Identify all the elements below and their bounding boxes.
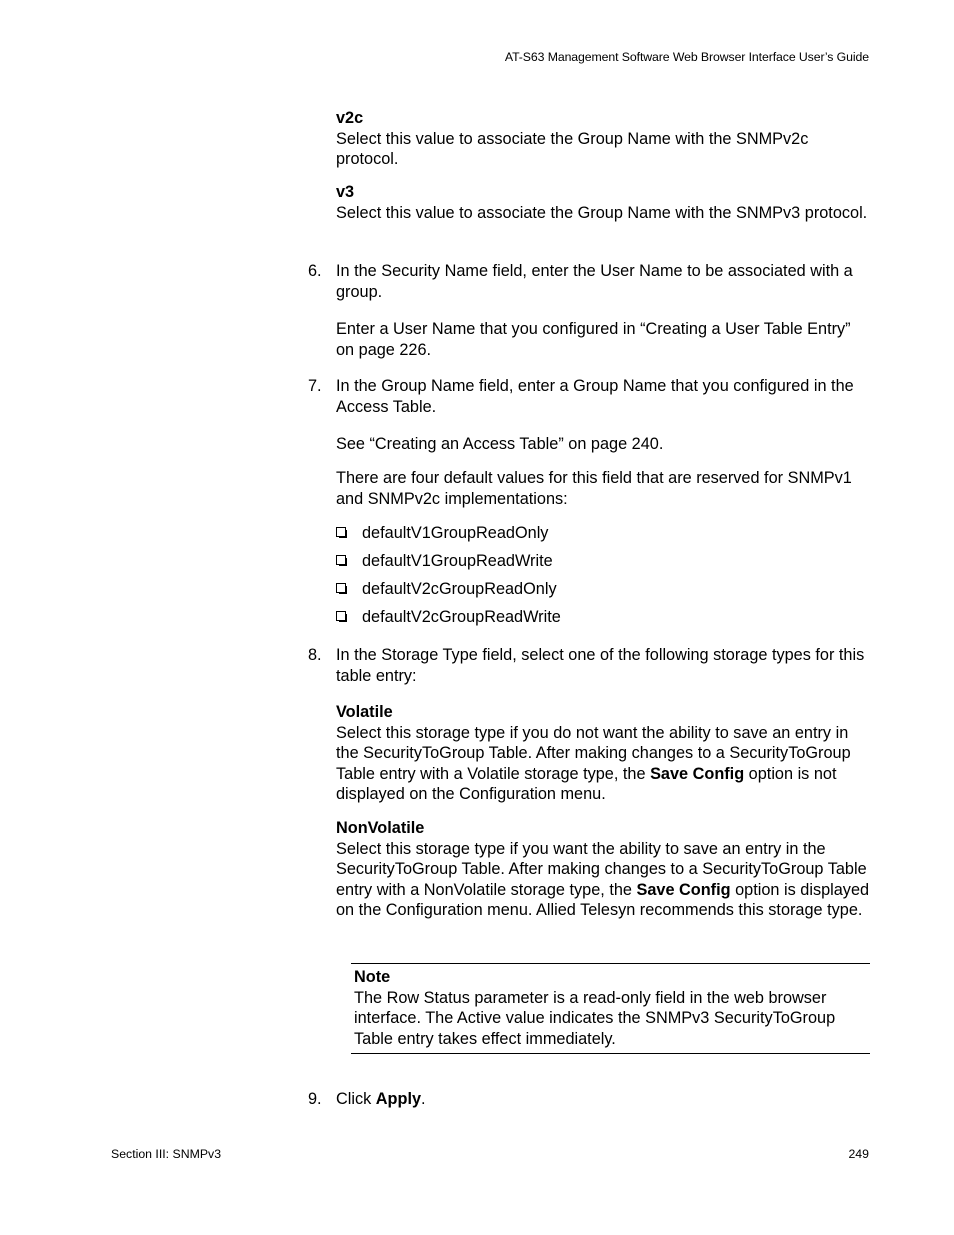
list-item [336,607,561,628]
step-6-number: 6. [308,262,322,280]
v2c-description: Select this value to associate the Group Name with the SNMPv2c protocol. [336,129,809,168]
step-8-number: 8. [308,646,322,664]
step-9-number: 9. [308,1090,322,1108]
nonvolatile-text: Select this storage type if you want the ability to save an entry in the SecurityToGroup Table. After making changes to a SecurityToGroup Table entry with a NonVolatile storage type, the [336,839,867,899]
checkbox-bullet-icon [336,583,346,593]
v2c-option [336,108,871,170]
list-item-label: defaultV2cGroupReadOnly [362,580,557,598]
nonvolatile-option [336,818,871,921]
apply-bold: Apply [375,1090,422,1108]
volatile-text-end: option is not displayed on the Configuration menu. [336,764,837,803]
checkbox-bullet-icon [336,527,346,537]
nonvolatile-text-end: option is displayed on the Configuration menu. Allied Telesyn recommends this storage type. [336,880,870,919]
note-box [351,963,870,1054]
volatile-option [336,702,871,805]
note-title: Note [354,968,391,986]
save-config-bold: Save Config [650,764,745,783]
volatile-term: Volatile [336,703,393,721]
list-item-label: defaultV2cGroupReadWrite [362,608,561,626]
step-7-paragraph: There are four default values for this field that are reserved for SNMPv1 and SNMPv2c implementations: [336,469,852,508]
step-9-text [336,1089,871,1110]
v3-description: Select this value to associate the Group Name with the SNMPv3 protocol. [336,203,868,222]
step-6-paragraph: Enter a User Name that you configured in “Creating a User Table Entry” on page 226. [336,320,851,359]
checkbox-bullet-icon [336,611,346,621]
v3-option [336,182,871,223]
step-6-text: In the Security Name field, enter the User Name to be associated with a group. [336,262,853,301]
list-item [336,523,548,544]
list-item [336,551,553,572]
checkbox-bullet-icon [336,555,346,565]
list-item-label: defaultV1GroupReadWrite [362,552,553,570]
v2c-term: v2c [336,109,364,127]
list-item [336,579,557,600]
footer-section: Section III: SNMPv3 [111,1147,222,1161]
running-header: AT-S63 Management Software Web Browser Interface User’s Guide [504,50,869,64]
step-8-text: In the Storage Type field, select one of the following storage types for this table entry: [336,646,865,685]
step-7-number: 7. [308,377,322,395]
list-item-label: defaultV1GroupReadOnly [362,524,549,542]
volatile-text: Select this storage type if you do not want the ability to save an entry in the SecurityToGroup Table. After making changes to a SecurityToGroup Table entry with a Volatile storage type, the [336,723,851,783]
nonvolatile-term: NonVolatile [336,819,425,837]
step-9-text-end: . [421,1090,426,1108]
page-number: 249 [848,1147,869,1161]
step-7-text: In the Group Name field, enter a Group Name that you configured in the Access Table. [336,377,854,416]
step-9-text-start: Click [336,1090,376,1108]
v3-term: v3 [336,183,355,201]
save-config-bold: Save Config [636,880,731,899]
step-7-see: See “Creating an Access Table” on page 240. [336,435,664,453]
note-text: The Row Status parameter is a read-only field in the web browser interface. The Active value indicates the SNMPv3 SecurityToGroup Table entry takes effect immediately. [354,988,836,1048]
